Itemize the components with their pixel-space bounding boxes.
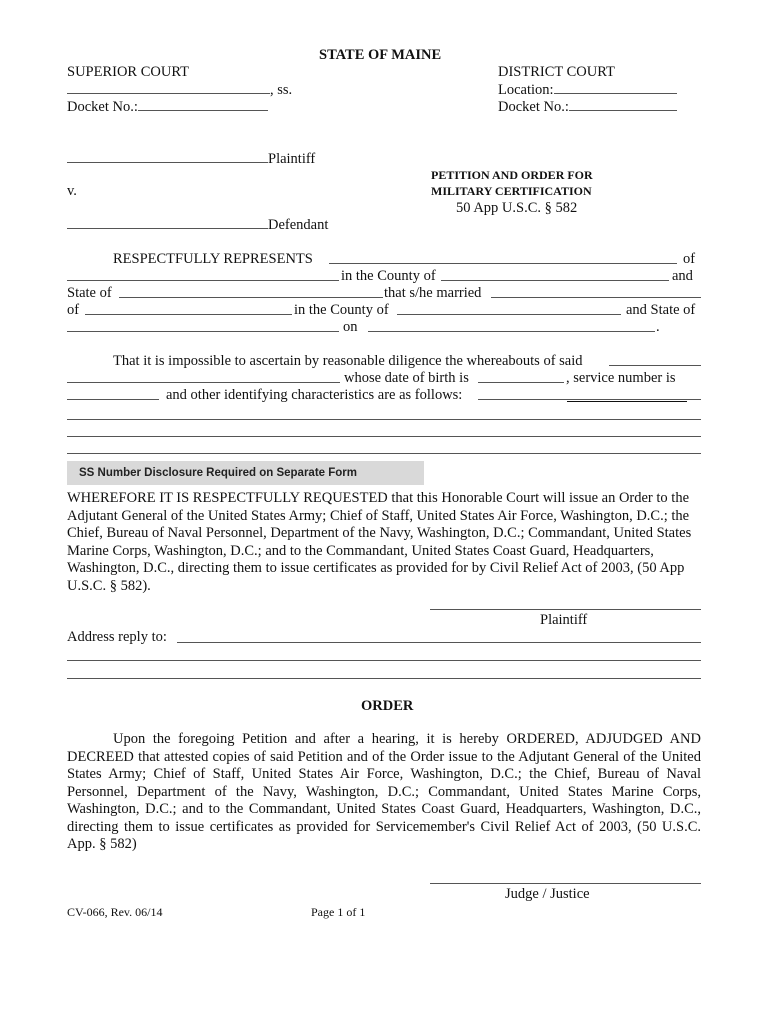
order-title: ORDER [361, 698, 414, 714]
whereabouts-intro: That it is impossible to ascertain by reasonable diligence the whereabouts of said [113, 353, 583, 369]
right-docket-row [498, 98, 677, 116]
form-title-statute: 50 App U.S.C. § 582 [456, 200, 578, 216]
dob-field[interactable] [478, 382, 564, 383]
location-label: Location: [498, 82, 554, 98]
order-paragraph: Upon the foregoing Petition and after a hearing, it is hereby ORDERED, ADJUDGED AND DECREED that attested copies of said Petition and of the Order issue to the Adjutant General of the United States Army; Chief of Staff, United States Air Force, Washington, D.C.; the Chief, Bureau of Naval Personnel, Department of the Navy, Washington, D.C.; Commandant, United States Marine Corps, Washington, D.C.; and to the Commandant, United States Coast Guard, Headquarters, Washington, D.C., directing them to issue certificates as provided for Servicemember's Civil Relief Act of 2003, (50 U.S.C. App. § 582) [67, 731, 701, 852]
characteristics-field-3[interactable] [67, 436, 701, 437]
left-docket-row [67, 98, 268, 116]
judge-signature-label: Judge / Justice [505, 886, 590, 902]
address-field-1[interactable] [177, 642, 701, 643]
characteristics-field-4[interactable] [67, 453, 701, 454]
married-label: that s/he married [384, 285, 482, 301]
county-ss-row [67, 81, 292, 99]
spouse-state-field[interactable] [67, 331, 339, 332]
spouse-name-field[interactable] [491, 297, 701, 298]
represents-label: RESPECTFULLY REPRESENTS [113, 251, 313, 267]
plaintiff-signature-field[interactable] [430, 609, 701, 610]
of-label-1: of [683, 251, 696, 267]
characteristics-underline [567, 401, 687, 402]
marriage-date-field[interactable] [368, 331, 655, 332]
state-title: STATE OF MAINE [319, 47, 442, 63]
left-docket-label: Docket No.: [67, 99, 138, 115]
district-court-label: DISTRICT COURT [498, 64, 615, 80]
location-field[interactable] [554, 81, 677, 94]
address-label: Address reply to: [67, 629, 167, 645]
right-docket-label: Docket No.: [498, 99, 569, 115]
on-label: on [343, 319, 358, 335]
plaintiff-signature-label: Plaintiff [540, 612, 588, 628]
service-number-field[interactable] [67, 399, 159, 400]
petitioner-town-field[interactable] [67, 280, 339, 281]
defendant-row [67, 216, 328, 234]
characteristics-label: and other identifying characteristics are as follows: [166, 387, 463, 403]
right-docket-field[interactable] [569, 98, 677, 111]
address-field-2[interactable] [67, 660, 701, 661]
plaintiff-row [67, 150, 315, 168]
in-county-label: in the County of [341, 268, 436, 284]
county-field[interactable] [67, 81, 270, 94]
plaintiff-label: Plaintiff [268, 151, 316, 167]
ss-disclosure-banner: SS Number Disclosure Required on Separate Form [67, 461, 424, 485]
ss-label: , ss. [270, 82, 293, 98]
spouse-county-field[interactable] [397, 314, 621, 315]
defendant-name-field[interactable] [67, 216, 268, 229]
dob-label: whose date of birth is [344, 370, 469, 386]
period-label: . [656, 319, 660, 335]
versus-label: v. [67, 183, 77, 199]
superior-court-label: SUPERIOR COURT [67, 64, 189, 80]
form-title-line1: PETITION AND ORDER FOR [431, 168, 593, 182]
petitioner-county-field[interactable] [441, 280, 669, 281]
defendant-label: Defendant [268, 217, 329, 233]
state-of-label: State of [67, 285, 112, 301]
page-number: Page 1 of 1 [311, 905, 366, 919]
respondent-name-field[interactable] [609, 365, 701, 366]
and-state-label: and State of [626, 302, 696, 318]
plaintiff-name-field[interactable] [67, 150, 268, 163]
characteristics-field-1[interactable] [478, 399, 701, 400]
characteristics-field-2[interactable] [67, 419, 701, 420]
respondent-name-field-2[interactable] [67, 382, 340, 383]
spouse-town-field[interactable] [85, 314, 292, 315]
and-label-1: and [672, 268, 693, 284]
address-field-3[interactable] [67, 678, 701, 679]
wherefore-paragraph: WHEREFORE IT IS RESPECTFULLY REQUESTED that this Honorable Court will issue an Order to the Adjutant General of the United States Army; Chief of Staff, United States Air Force, Washington, D.C.; the Chief, Bureau of Naval Personnel, Department of the Navy, Washington, D.C.; Commandant, United States Marine Corps, Washington, D.C.; and to the Commandant, United States Coast Guard, Headquarters, Washington, D.C., directing them to issue certificates as provided for by Civil Relief Act of 2003, (50 App U.S.C. § 582). [67, 490, 692, 594]
petitioner-state-field[interactable] [119, 297, 383, 298]
location-row [498, 81, 677, 99]
left-docket-field[interactable] [138, 98, 268, 111]
judge-signature-field[interactable] [430, 883, 701, 884]
of-label-2: of [67, 302, 80, 318]
petitioner-name-field[interactable] [329, 263, 677, 264]
form-id: CV-066, Rev. 06/14 [67, 905, 163, 919]
in-county-label-2: in the County of [294, 302, 389, 318]
form-title-line2: MILITARY CERTIFICATION [431, 184, 592, 198]
service-number-label: , service number is [566, 370, 676, 386]
